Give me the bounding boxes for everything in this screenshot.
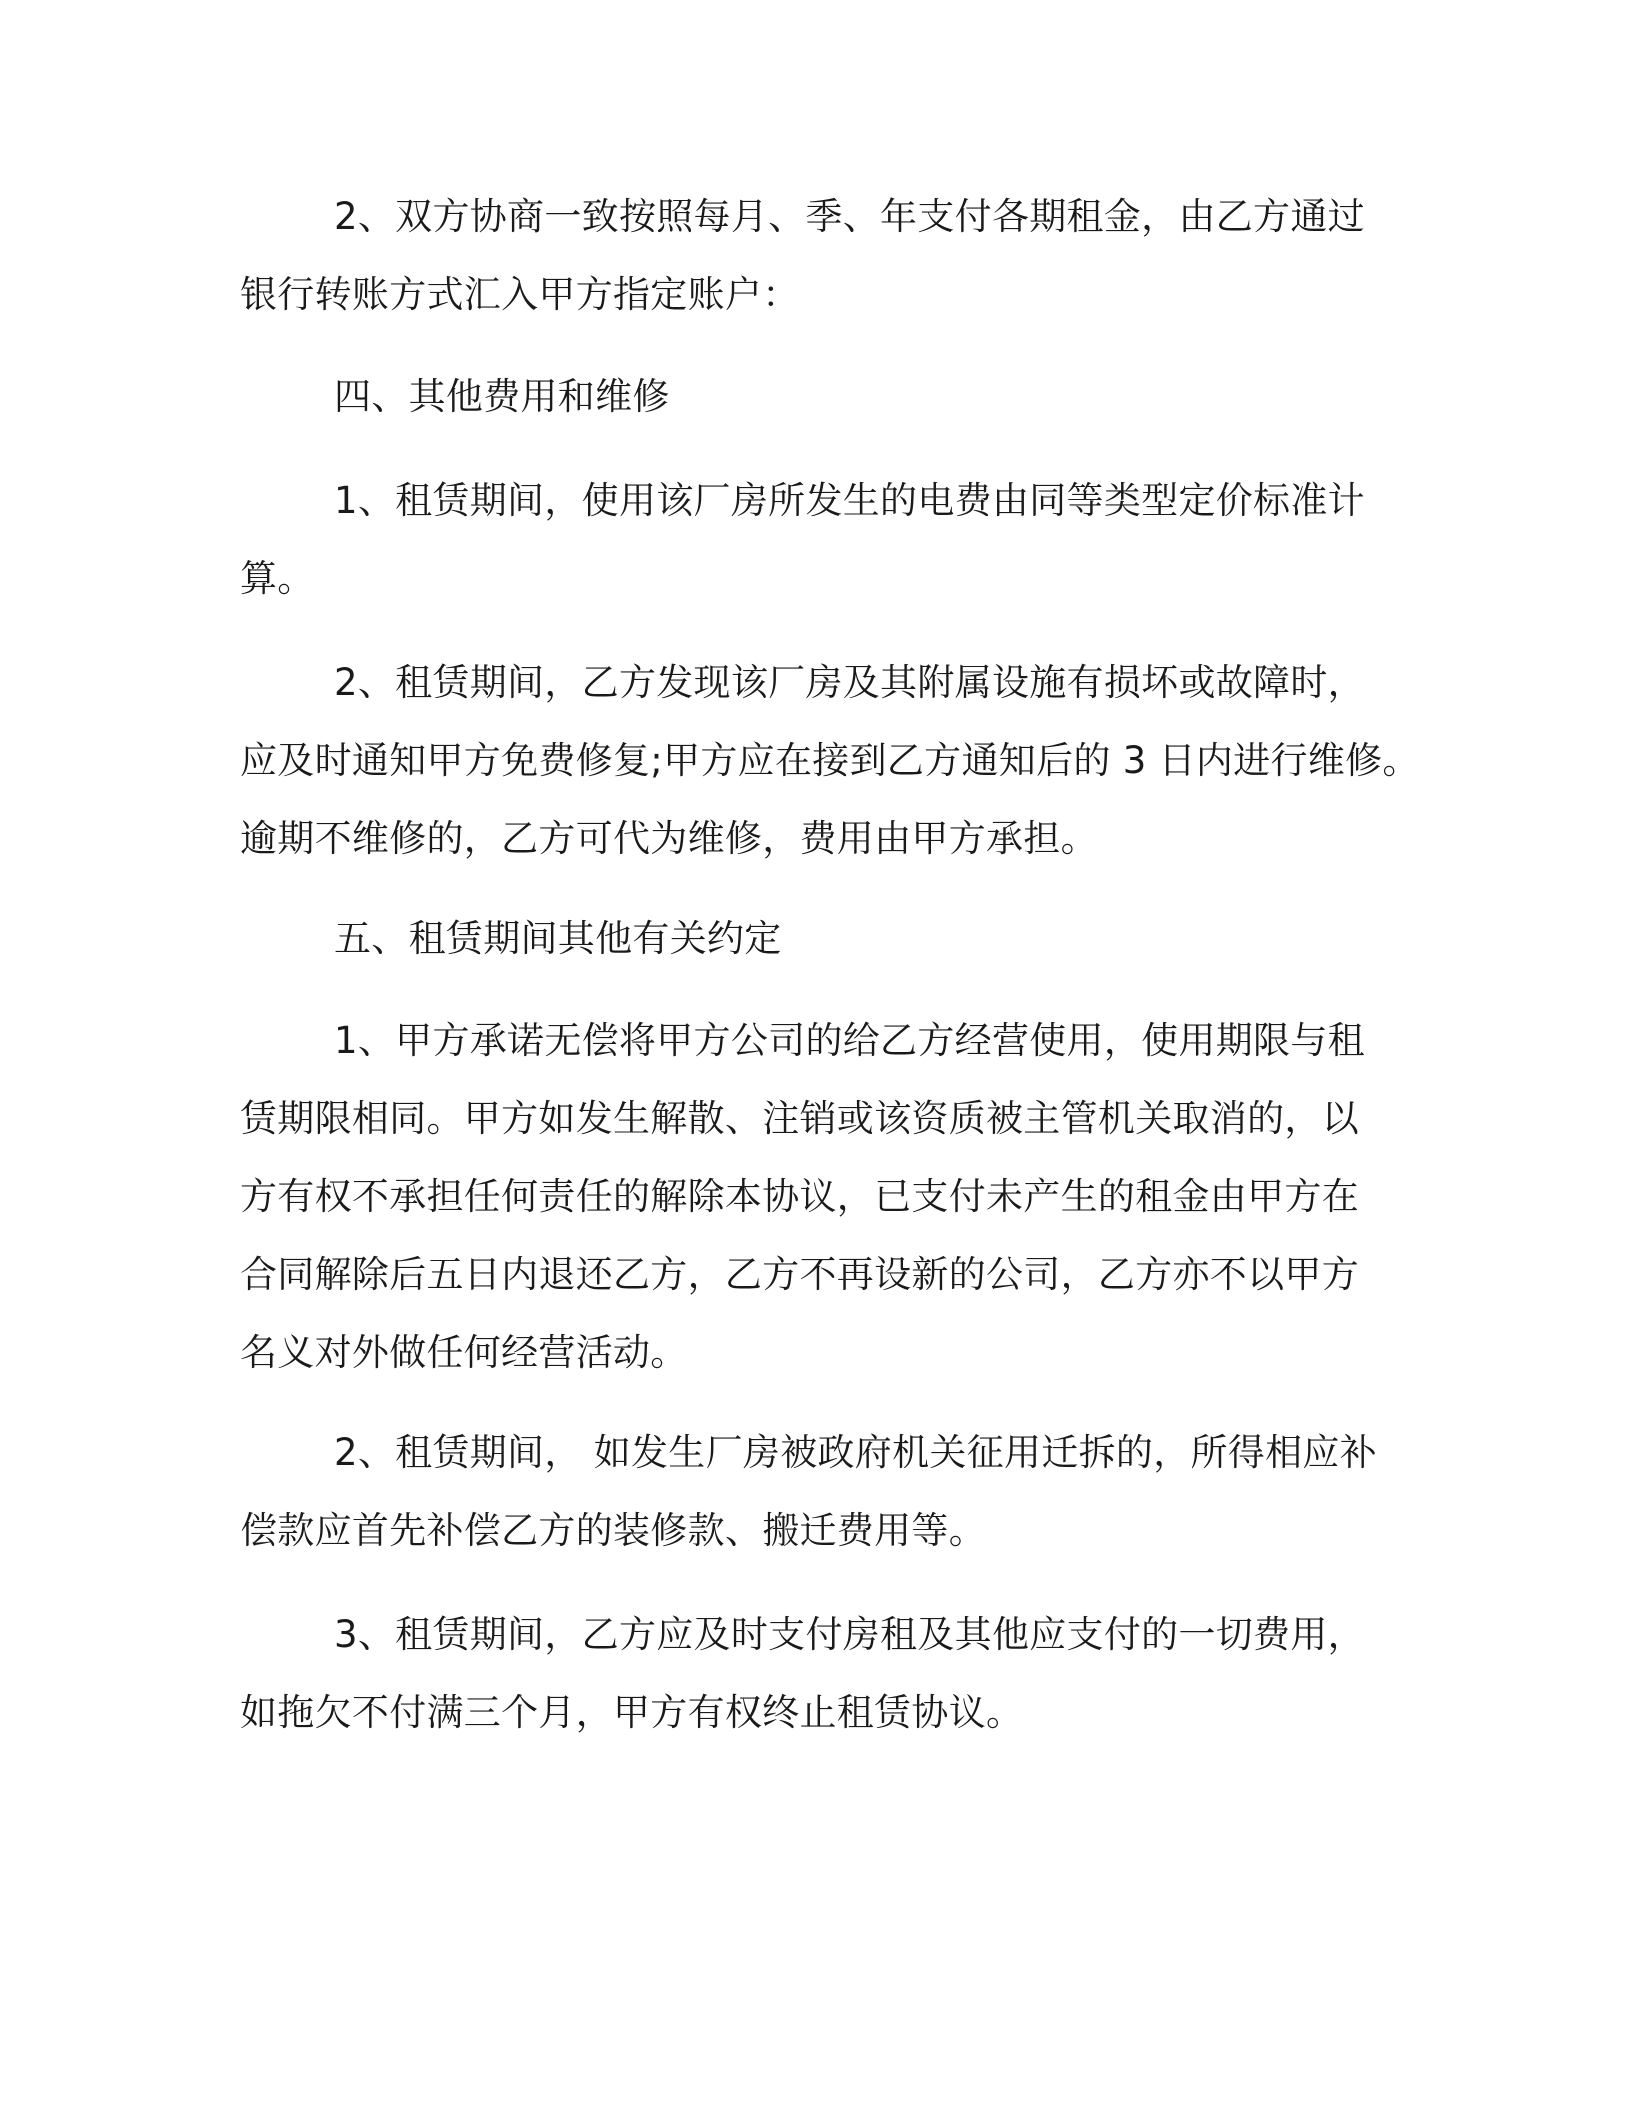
section-heading-other-agreements: 五、租赁期间其他有关约定 xyxy=(334,917,782,960)
paragraph-line: 2、双方协商一致按照每月、季、年支付各期租金，由乙方通过 xyxy=(334,195,1365,238)
paragraph-line: 如拖欠不付满三个月，甲方有权终止租赁协议。 xyxy=(240,1691,1024,1734)
paragraph-line: 算。 xyxy=(240,557,315,600)
paragraph-line: 1、甲方承诺无偿将甲方公司的给乙方经营使用，使用期限与租 xyxy=(334,1019,1365,1062)
paragraph-line: 2、租赁期间，乙方发现该厂房及其附属设施有损坏或故障时， xyxy=(334,661,1365,704)
paragraph-line: 1、租赁期间，使用该厂房所发生的电费由同等类型定价标准计 xyxy=(334,479,1365,522)
paragraph-line: 合同解除后五日内退还乙方，乙方不再设新的公司，乙方亦不以甲方 xyxy=(240,1253,1359,1296)
paragraph-line: 逾期不维修的，乙方可代为维修，费用由甲方承担。 xyxy=(240,817,1098,860)
paragraph-line: 赁期限相同。甲方如发生解散、注销或该资质被主管机关取消的，以 xyxy=(240,1097,1359,1140)
paragraph-line: 银行转账方式汇入甲方指定账户： xyxy=(240,273,800,316)
section-heading-other-fees: 四、其他费用和维修 xyxy=(334,375,670,418)
paragraph-line: 应及时通知甲方免费修复;甲方应在接到乙方通知后的 3 日内进行维修。 xyxy=(240,739,1420,782)
paragraph-line: 名义对外做任何经营活动。 xyxy=(240,1331,688,1374)
paragraph-line: 偿款应首先补偿乙方的装修款、搬迁费用等。 xyxy=(240,1509,986,1552)
paragraph-line: 3、租赁期间，乙方应及时支付房租及其他应支付的一切费用， xyxy=(334,1613,1365,1656)
paragraph-line: 2、租赁期间， 如发生厂房被政府机关征用迁拆的，所得相应补 xyxy=(334,1431,1377,1474)
paragraph-line: 方有权不承担任何责任的解除本协议，已支付未产生的租金由甲方在 xyxy=(240,1175,1359,1218)
